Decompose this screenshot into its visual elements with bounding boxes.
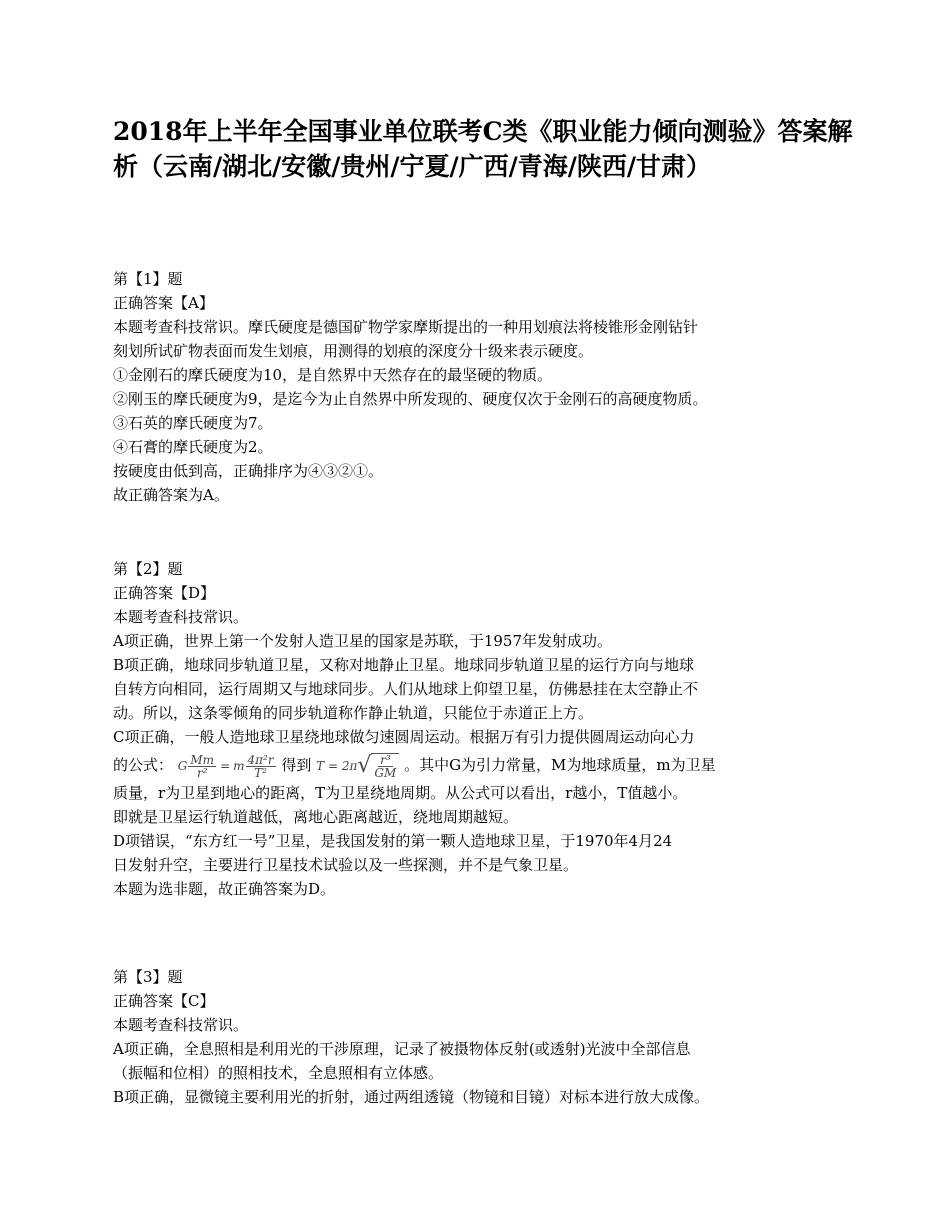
formula-suffix: 。其中G为引力常量，M为地球质量，m为卫星 — [404, 756, 716, 774]
explanation-line: （振幅和位相）的照相技术，全息照相有立体感。 — [113, 1064, 444, 1082]
fraction-numerator: Mm — [190, 752, 215, 767]
explanation-line: 自转方向相同，运行周期又与地球同步。人们从地球上仰望卫星，仿佛悬挂在太空静止不 — [113, 680, 699, 698]
formula-lhs: T = 2π — [316, 759, 358, 773]
explanation-line: 本题考查科技常识。 — [113, 1016, 249, 1034]
explanation-line: 动。所以，这条零倾角的同步轨道称作静止轨道，只能位于赤道正上方。 — [113, 704, 594, 722]
correct-answer: 正确答案【D】 — [113, 584, 216, 602]
explanation-line: C项正确，一般人造地球卫星绕地球做匀速圆周运动。根据万有引力提供圆周运动向心力 — [113, 728, 695, 746]
explanation-line: ①金刚石的摩氏硬度为10，是自然界中天然存在的最坚硬的物质。 — [113, 366, 553, 384]
formula-symbol: G — [177, 759, 188, 773]
explanation-line: ④石膏的摩氏硬度为2。 — [113, 438, 273, 456]
question-2 — [113, 557, 853, 901]
fraction-numerator: 4π²r — [247, 752, 274, 767]
period-formula — [316, 753, 399, 779]
correct-answer: 正确答案【A】 — [113, 294, 214, 312]
explanation-line: B项正确，地球同步轨道卫星，又称对地静止卫星。地球同步轨道卫星的运行方向与地球 — [113, 656, 695, 674]
radicand — [371, 753, 399, 779]
explanation-line: 质量，r为卫星到地心的距离，T为卫星绕地周期。从公式可以看出，r越小，T值越小。 — [113, 784, 688, 802]
formula-fraction — [372, 754, 398, 779]
formula-fraction — [246, 754, 276, 779]
formula-fraction — [188, 754, 216, 779]
explanation-line: A项正确，全息照相是利用光的干涉原理，记录了被摄物体反射(或透射)光波中全部信息 — [113, 1040, 691, 1058]
explanation-line: 故正确答案为A。 — [113, 486, 229, 504]
formula-line — [113, 753, 853, 779]
radical-sign-icon: √ — [357, 753, 372, 778]
gravitation-formula — [178, 754, 277, 779]
fraction-denominator: T² — [254, 765, 267, 780]
explanation-line: 本题为选非题，故正确答案为D。 — [113, 880, 336, 898]
explanation-line: 按硬度由低到高，正确排序为④③②①。 — [113, 462, 384, 480]
square-root — [357, 753, 399, 779]
explanation-line: ③石英的摩氏硬度为7。 — [113, 414, 273, 432]
question-3 — [113, 965, 853, 1109]
explanation-line: A项正确，世界上第一个发射人造卫星的国家是苏联，于1957年发射成功。 — [113, 632, 613, 650]
formula-symbol: m — [233, 759, 245, 773]
correct-answer: 正确答案【C】 — [113, 992, 215, 1010]
fraction-denominator: GM — [374, 766, 397, 780]
question-header: 第【3】题 — [113, 968, 183, 986]
formula-middle: 得到 — [281, 756, 312, 774]
explanation-line: D项错误，“东方红一号”卫星，是我国发射的第一颗人造地球卫星，于1970年4月24 — [113, 832, 673, 850]
explanation-line: 本题考查科技常识。摩氏硬度是德国矿物学家摩斯提出的一种用划痕法将棱锥形金刚钻针 — [113, 318, 699, 336]
question-header: 第【1】题 — [113, 270, 183, 288]
document-title: 2018年上半年全国事业单位联考C类《职业能力倾向测验》答案解析（云南/湖北/安徽/贵州/宁夏/广西/青海/陕西/甘肃） — [113, 117, 853, 181]
formula-equals: = — [220, 759, 231, 773]
formula-prefix: 的公式： — [113, 756, 174, 774]
question-header: 第【2】题 — [113, 560, 183, 578]
explanation-line: B项正确，显微镜主要利用光的折射，通过两组透镜（物镜和目镜）对标本进行放大成像。 — [113, 1088, 710, 1106]
fraction-denominator: r² — [196, 765, 208, 780]
explanation-line: 本题考查科技常识。 — [113, 608, 249, 626]
explanation-line: 日发射升空，主要进行卫星技术试验以及一些探测，并不是气象卫星。 — [113, 856, 579, 874]
explanation-line: 刻划所试矿物表面而发生划痕，用测得的划痕的深度分十级来表示硬度。 — [113, 342, 594, 360]
question-1 — [113, 267, 853, 507]
explanation-line: 即就是卫星运行轨道越低，离地心距离越近，绕地周期越短。 — [113, 808, 519, 826]
explanation-line: ②刚玉的摩氏硬度为9，是迄今为止自然界中所发现的、硬度仅次于金刚石的高硬度物质。 — [113, 390, 708, 408]
fraction-numerator: r³ — [380, 753, 391, 767]
